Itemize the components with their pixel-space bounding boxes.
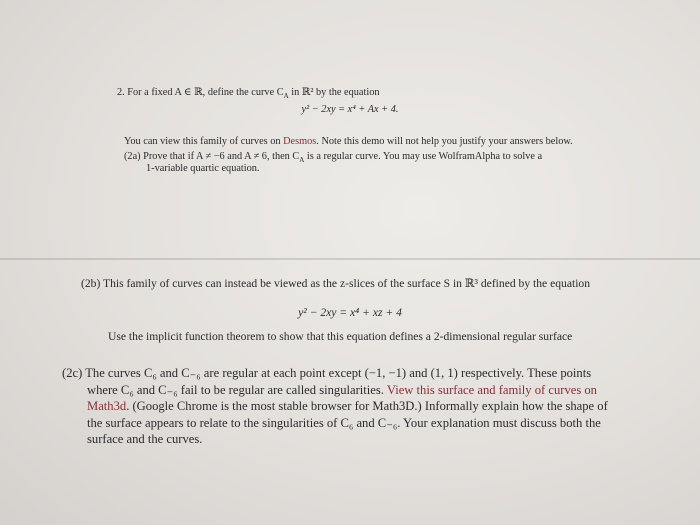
problem2b-label: (2b) [81, 277, 101, 290]
problem2c-text-1: The curves C₆ and C₋₆ are regular at each point except (−1, −1) and (1, 1) respectively. These points [82, 366, 592, 380]
problem2c-text-3: . (Google Chrome is the most stable browser for Math3D.) Informally explain how the shape of [126, 399, 608, 413]
problem2c-label: (2c) [62, 366, 83, 380]
problem2b [81, 276, 590, 290]
problem2a-line2: 1-variable quartic equation. [146, 163, 260, 174]
problem2a-subscript: A [299, 156, 305, 165]
intro-text: 2. For a fixed A ∈ ℝ, define the curve C [117, 87, 284, 98]
problem2-equation: y² − 2xy = x⁴ + Ax + 4. [301, 104, 399, 115]
desmos-link[interactable]: Desmos [283, 136, 317, 147]
problem2b-line2: Use the implicit function theorem to show that this equation defines a 2-dimensional regular surface [108, 330, 573, 343]
problem2c-line1 [62, 365, 690, 382]
problem2b-equation: y² − 2xy = x⁴ + xz + 4 [298, 306, 402, 319]
view-surface-link[interactable]: View this surface and family of curves on [386, 382, 597, 397]
intro-tail: in ℝ² by the equation [288, 87, 380, 98]
problem2a-text-2: is a regular curve. You may use WolframAlpha to solve a [304, 151, 543, 162]
desmos-suffix: . Note this demo will not help you justify your answers below. [316, 136, 573, 147]
problem2c-text-2: where C₆ and C₋₆ fail to be regular are called singularities. [87, 382, 387, 397]
problem2-intro [117, 86, 380, 100]
problem2c-line4: the surface appears to relate to the singularities of C₆ and C₋₆. Your explanation must discuss both the [87, 415, 601, 430]
problem2c-line5: surface and the curves. [87, 432, 203, 446]
problem2c-line2 [62, 382, 690, 399]
problem2c [62, 365, 690, 448]
math3d-link[interactable]: Math3d [87, 399, 127, 413]
problem2b-text: This family of curves can instead be viewed as the z-slices of the surface S in ℝ³ defined by the equation [100, 277, 591, 290]
desmos-note [124, 136, 573, 147]
paper-fold [0, 258, 700, 260]
intro-subscript: A [283, 92, 289, 101]
desmos-prefix: You can view this family of curves on [124, 136, 284, 147]
problem2a-text-1: Prove that if A ≠ −6 and A ≠ 6, then C [140, 151, 300, 162]
problem2c-line3 [62, 398, 690, 415]
problem2a-label: (2a) [124, 151, 141, 162]
